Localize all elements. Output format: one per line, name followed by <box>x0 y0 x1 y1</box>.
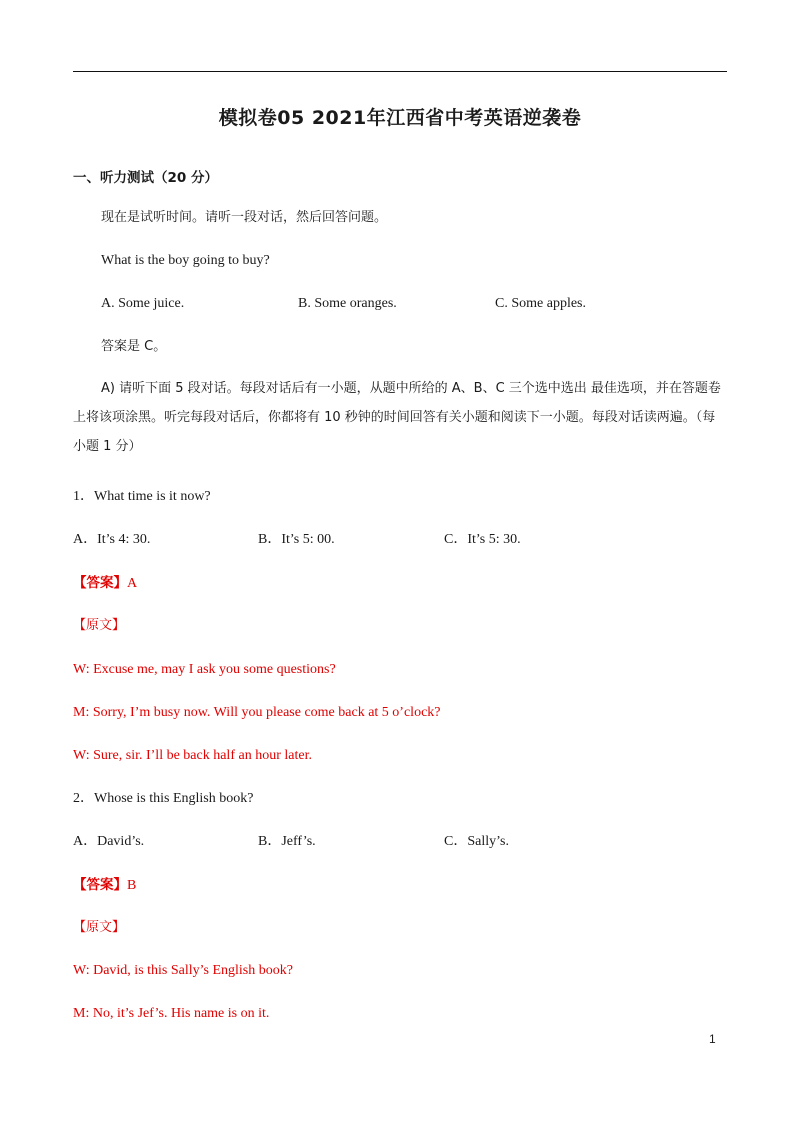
answer-value: B <box>127 878 137 893</box>
question-2-transcript-label: 【原文】 <box>73 920 126 935</box>
practice-question: What is the boy going to buy? <box>101 253 270 268</box>
section-heading: 一、听力测试（20 分） <box>73 170 218 186</box>
practice-intro: 现在是试听时间。请听一段对话，然后回答问题。 <box>101 210 388 225</box>
question-2-option-b: B．Jeff’s. <box>258 834 316 849</box>
question-2-option-a: A．David’s. <box>73 834 145 849</box>
answer-value: A <box>127 576 138 591</box>
question-1-answer <box>73 574 137 593</box>
header-rule <box>73 71 727 72</box>
question-2-transcript-line: M: No, it’s Jef’s. His name is on it. <box>73 1006 270 1021</box>
practice-option-a: A. Some juice. <box>101 296 185 311</box>
page-title: 模拟卷05 2021年江西省中考英语逆袭卷 <box>218 107 582 129</box>
question-1-option-c: C．It’s 5: 30. <box>444 532 521 547</box>
question-1-transcript-line: W: Excuse me, may I ask you some questions? <box>73 662 336 677</box>
question-2-option-c: C．Sally’s. <box>444 834 509 849</box>
question-1-option-a: A．It’s 4: 30. <box>73 532 151 547</box>
practice-option-c: C. Some apples. <box>495 296 586 311</box>
answer-label: 【答案】 <box>73 575 127 591</box>
question-1-transcript-line: W: Sure, sir. I’ll be back half an hour later. <box>73 748 312 763</box>
question-2-answer <box>73 876 136 895</box>
answer-label: 【答案】 <box>73 877 127 893</box>
practice-option-b: B. Some oranges. <box>298 296 397 311</box>
instructions-paragraph: A) 请听下面 5 段对话。每段对话后有一小题，从题中所给的 A、B、C 三个选中选出 最佳选项，并在答题卷上将该项涂黑。听完每段对话后，你都将有 10 秒钟的时间回答有关小题和阅读下一小题。每段对话读两遍。（每小题 1 分） <box>73 381 721 454</box>
question-2-transcript-line: W: David, is this Sally’s English book? <box>73 963 293 978</box>
question-1-transcript-label: 【原文】 <box>73 618 126 633</box>
question-1-transcript-line: M: Sorry, I’m busy now. Will you please come back at 5 o’clock? <box>73 705 441 720</box>
page-number: 1 <box>709 1032 716 1046</box>
question-2-stem: 2．Whose is this English book? <box>73 791 254 806</box>
practice-answer: 答案是 C。 <box>101 339 167 354</box>
question-1-option-b: B．It’s 5: 00. <box>258 532 335 547</box>
question-1-stem: 1．What time is it now? <box>73 489 211 504</box>
